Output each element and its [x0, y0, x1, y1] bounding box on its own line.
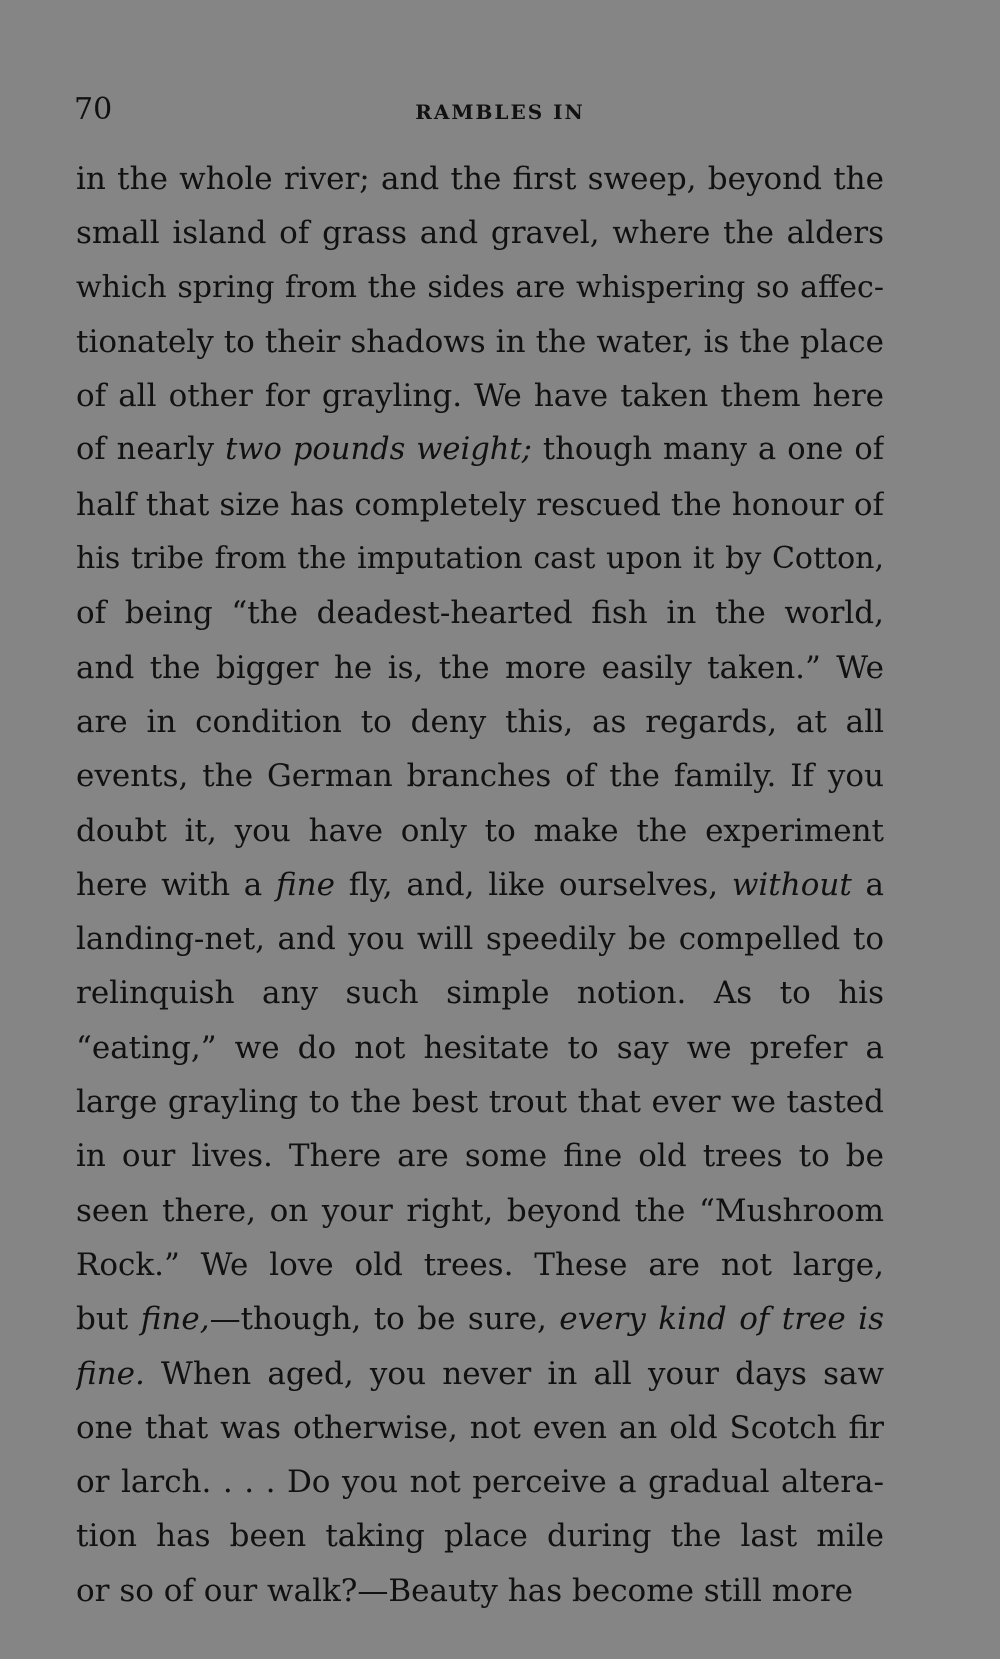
text-line [76, 478, 884, 532]
text-line [76, 912, 884, 966]
text-run: in our lives. There are some fine old trees to be [76, 1138, 884, 1175]
italic-run: fine [275, 866, 335, 903]
text-run: tionately to their shadows in the water, is the place [76, 323, 884, 360]
text-line [76, 641, 884, 695]
text-run: of being “the deadest-hearted fish in the world, [76, 595, 884, 632]
text-run: his tribe from the imputation cast upon it by Cotton, [76, 541, 884, 577]
text-line [76, 858, 884, 912]
text-line [76, 423, 884, 477]
text-run: small island of grass and gravel, where the alders [76, 215, 884, 252]
text-line [76, 315, 884, 369]
text-run: of all other for grayling. We have taken them here [76, 378, 884, 415]
text-line [76, 152, 884, 206]
text-line [76, 1455, 884, 1509]
text-line [76, 1238, 884, 1292]
text-run: Rock.” We love old trees. These are not large, [76, 1246, 884, 1283]
text-run: here with a [76, 866, 276, 903]
text-line [76, 1184, 884, 1238]
text-line [76, 206, 884, 260]
text-run: one that was otherwise, not even an old Scotch fir [76, 1409, 884, 1446]
italic-run: without [731, 866, 852, 903]
text-run: When aged, you never in all your days saw [144, 1355, 884, 1392]
text-line [76, 586, 884, 640]
text-line [76, 1509, 884, 1563]
text-line [76, 695, 884, 749]
text-line [76, 749, 884, 803]
text-run: events, the German branches of the family. If you [76, 758, 884, 795]
text-run: or so of our walk?—Beauty has become still more [76, 1572, 853, 1609]
text-line [76, 1075, 884, 1129]
text-run: but [76, 1301, 141, 1338]
text-run: or larch. . . . Do you not perceive a gradual altera- [76, 1464, 884, 1501]
text-line [76, 966, 884, 1020]
text-line [76, 1347, 884, 1401]
page-number: 70 [74, 92, 113, 127]
text-line [76, 261, 884, 315]
text-run: tion has been taking place during the last mile [76, 1518, 884, 1555]
text-run: large grayling to the best trout that ever we tasted [76, 1084, 884, 1121]
italic-run: fine. [76, 1355, 145, 1392]
text-run: and the bigger he is, the more easily taken.” We [76, 649, 884, 686]
text-run: seen there, on your right, beyond the “Mushroom [76, 1192, 884, 1229]
text-line [76, 1129, 884, 1183]
text-run: are in condition to deny this, as regards, at all [76, 703, 884, 740]
text-run: which spring from the sides are whispering so affec- [76, 269, 884, 305]
running-head: RAMBLES IN [415, 100, 585, 124]
italic-run: every kind of tree is [559, 1301, 884, 1338]
text-run: half that size has completely rescued the honour of [76, 486, 884, 523]
text-line [76, 1292, 884, 1346]
text-run: of nearly [76, 432, 226, 468]
body-text [76, 152, 884, 1618]
text-line [76, 1021, 884, 1075]
text-run: relinquish any such simple notion. As to his [76, 975, 884, 1012]
text-run: doubt it, you have only to make the experiment [76, 812, 884, 849]
text-line [76, 1401, 884, 1455]
text-line [76, 369, 884, 423]
text-run: fly, and, like ourselves, [334, 866, 732, 903]
text-line [76, 1564, 884, 1618]
italic-run: fine, [140, 1301, 210, 1338]
text-run: “eating,” we do not hesitate to say we prefer a [76, 1029, 884, 1066]
text-run: —though, to be sure, [209, 1301, 560, 1338]
text-run: though many a one of [531, 432, 884, 468]
text-run: a [851, 866, 884, 903]
italic-run: two pounds weight; [225, 432, 532, 468]
text-line [76, 804, 884, 858]
text-line [76, 532, 884, 586]
text-run: in the whole river; and the first sweep, beyond the [76, 161, 884, 197]
text-run: landing-net, and you will speedily be compelled to [76, 921, 884, 958]
